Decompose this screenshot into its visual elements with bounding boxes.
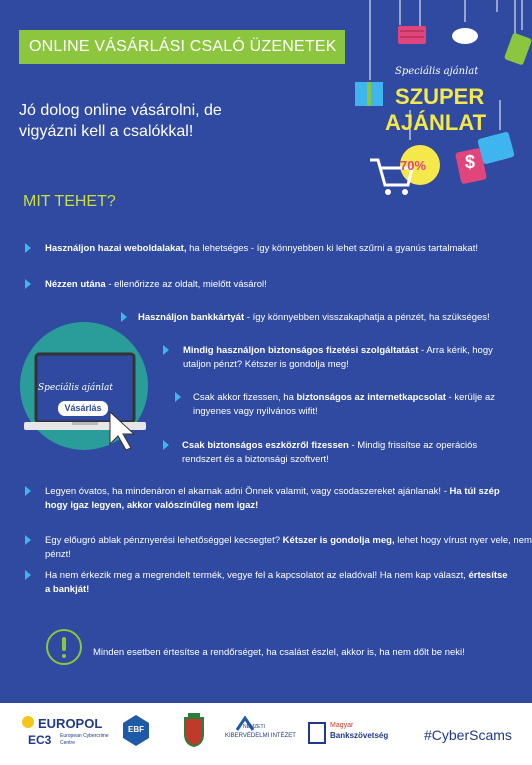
tip-4-line2: utaljon pénzt? Kétszer is gondolja meg!: [183, 359, 349, 370]
tip-9-bold: értesítse: [465, 570, 508, 581]
basket-icon: [398, 26, 426, 44]
tip-3-bold: Használjon bankkártyát: [138, 312, 245, 323]
laptop-illustration: [14, 318, 172, 468]
tip-4-bold: Mindig használjon biztonságos fizetési szolgáltatást: [183, 345, 419, 356]
cloud-icon: [452, 28, 478, 44]
laptop-special: Speciális ajánlat: [38, 383, 113, 393]
section-heading: MIT TEHET?: [23, 193, 116, 210]
tip-8-text: Egy előugró ablak pénznyerési lehetőséggel kecsegtet?: [45, 535, 281, 546]
chevron-icon: [25, 535, 31, 545]
chevron-icon: [25, 243, 31, 253]
hashtag: #CyberScams: [424, 727, 512, 743]
title-banner: [19, 30, 345, 64]
page-title: ONLINE VÁSÁRLÁSI CSALÓ ÜZENETEK: [29, 38, 337, 55]
europol-logo: EUROPOL EC3 European Cybercrime Centre: [22, 716, 112, 756]
nki-logo: NEMZETI KIBERVÉDELMI INTÉZET: [225, 716, 320, 750]
tip-3: [138, 311, 490, 325]
tip-5: [193, 391, 495, 419]
promo-special: Speciális ajánlat: [395, 66, 479, 77]
intro-line-2: vigyázni kell a csalókkal!: [19, 123, 194, 140]
tip-5-line2: ingyenes vagy nyilvános wifit!: [193, 406, 318, 417]
tip-5-bold: biztonságos az internetkapcsolat: [296, 392, 446, 403]
chevron-icon: [25, 570, 31, 580]
tip-8: [45, 534, 532, 562]
laptop-buy-button: Vásárlás: [58, 401, 108, 416]
tip-6: [182, 439, 477, 467]
ebf-logo: EBF: [121, 713, 151, 748]
police-crest-icon: [183, 712, 205, 747]
tip-8-bold: Kétszer is gondolja meg,: [280, 535, 395, 546]
promo-offer: AJÁNLAT: [385, 110, 487, 135]
tip-1-bold: Használjon hazai weboldalakat,: [45, 243, 187, 254]
tip-2-bold: Nézzen utána: [45, 279, 106, 290]
tip-5-pre: Csak akkor fizessen, ha: [193, 392, 297, 403]
tip-8-text2: lehet hogy vírust nyer vele, nem pénzt!: [45, 535, 532, 560]
promo-dollar: $: [465, 152, 476, 172]
tip-9-line2: a bankját!: [45, 584, 90, 595]
chevron-icon: [25, 486, 31, 496]
tip-1-text: ha lehetséges - így könnyebben ki lehet szűrni a gyanús tartalmakat!: [186, 243, 478, 254]
chevron-icon: [175, 392, 181, 402]
tip-6-text: - Mindig frissítse az operációs: [348, 440, 478, 451]
promo-percent: 70%: [400, 158, 427, 173]
tip-5-text: - kerülje az: [445, 392, 496, 403]
chevron-icon: [25, 279, 31, 289]
intro-text: [19, 100, 349, 142]
tip-7-text: Legyen óvatos, ha mindenáron el akarnak adni Önnek valamit, vagy csodaszereket ajánlanak! -: [45, 486, 447, 497]
bank-association-logo: Magyar Bankszövetség: [308, 722, 408, 748]
tip-9: [45, 569, 508, 597]
intro-line-1: Jó dolog online vásárolni, de: [19, 102, 222, 119]
tip-6-bold: Csak biztonságos eszközről fizessen: [182, 440, 349, 451]
tip-7: [45, 485, 500, 513]
tip-9-text: Ha nem érkezik meg a megrendelt termék, vegye fel a kapcsolatot az eladóval! Ha nem kap választ,: [45, 570, 466, 581]
tip-4: [183, 344, 493, 372]
tip-7-bold: Ha túl szép: [446, 486, 500, 497]
warning-icon: [46, 629, 82, 665]
tip-7-line2: hogy igaz legyen, akkor valószínűleg nem igaz!: [45, 500, 259, 511]
tip-2: [45, 278, 267, 292]
tip-3-text: - így könnyebben visszakaphatja a pénzét, ha szükséges!: [244, 312, 490, 323]
tip-2-text: - ellenőrizze az oldalt, mielőtt vásárol!: [105, 279, 267, 290]
tip-6-line2: rendszert és a biztonsági szoftvert!: [182, 454, 329, 465]
tip-4-text: - Arra kérik, hogy: [418, 345, 493, 356]
warning-text: Minden esetben értesítse a rendőrséget, ha csalást észlel, akkor is, ha nem dőlt be neki!: [93, 647, 465, 658]
promo-super: SZUPER: [395, 84, 485, 109]
tip-1: [45, 242, 478, 256]
